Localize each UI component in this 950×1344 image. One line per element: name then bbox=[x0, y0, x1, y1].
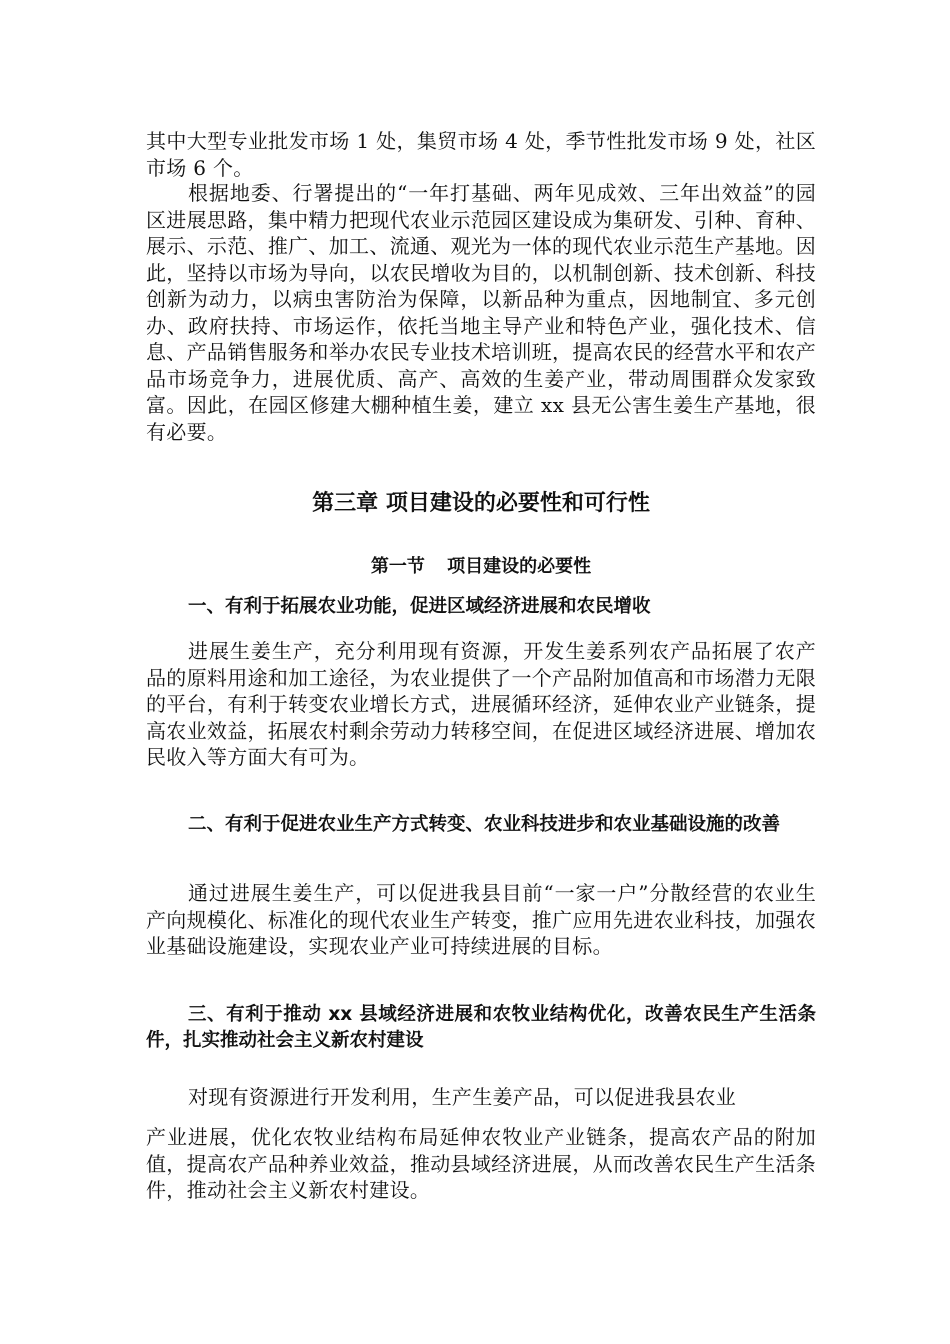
paragraph-resource-use-first-line: 对现有资源进行开发利用，生产生姜产品，可以促进我县农业 bbox=[188, 1085, 737, 1109]
heading-two: 二、有利于促进农业生产方式转变、农业科技进步和农业基础设施的改善 bbox=[188, 814, 781, 835]
section-title: 第一节 项目建设的必要性 bbox=[370, 556, 592, 577]
chapter-title: 第三章 项目建设的必要性和可行性 bbox=[312, 491, 650, 516]
heading-three: 三、有利于推动 xx 县域经济进展和农牧业结构优化，改善农民生产生活条件，扎实推动社会主义新农村建设 bbox=[146, 1004, 816, 1051]
paragraph-production-shift: 通过进展生姜生产，可以促进我县目前“一家一户”分散经营的农业生产向规模化、标准化的现代农业生产转变，推广应用先进农业科技，加强农业基础设施建设，实现农业产业可持续进展的目标。 bbox=[146, 881, 816, 958]
paragraph-ginger-production: 进展生姜生产，充分利用现有资源，开发生姜系列农产品拓展了农产品的原料用途和加工途径，为农业提供了一个产品附加值高和市场潜力无限的平台，有利于转变农业增长方式，进展循环经济，延伸农业产业链条，提高农业效益，拓展农村剩余劳动力转移空间，在促进区域经济进展、增加农民收入等方面大有可为。 bbox=[146, 639, 816, 769]
paragraph-park-development: 根据地委、行署提出的“一年打基础、两年见成效、三年出效益”的园区进展思路，集中精力把现代农业示范园区建设成为集研发、引种、育种、展示、示范、推广、加工、流通、观光为一体的现代农业示范生产基地。因此，坚持以市场为导向，以农民增收为目的，以机制创新、技术创新、科技创新为动力，以病虫害防治为保障，以新品种为重点，因地制宜、多元创办、政府扶持、市场运作，依托当地主导产业和特色产业，强化技术、信息、产品销售服务和举办农民专业技术培训班，提高农民的经营水平和农产品市场竞争力，进展优质、高产、高效的生姜产业，带动周围群众发家致富。因此，在园区修建大棚种植生姜，建立 xx 县无公害生姜生产基地，很有必要。 bbox=[146, 181, 816, 444]
heading-one: 一、有利于拓展农业功能，促进区域经济进展和农民增收 bbox=[188, 596, 651, 617]
paragraph-resource-use-continued: 产业进展，优化农牧业结构布局延伸农牧业产业链条，提高农产品的附加值，提高农产品种养业效益，推动县域经济进展，从而改善农民生产生活条件，推动社会主义新农村建设。 bbox=[146, 1125, 816, 1202]
paragraph-market-counts: 其中大型专业批发市场 1 处，集贸市场 4 处，季节性批发市场 9 处，社区市场 6 个。 bbox=[146, 129, 816, 180]
